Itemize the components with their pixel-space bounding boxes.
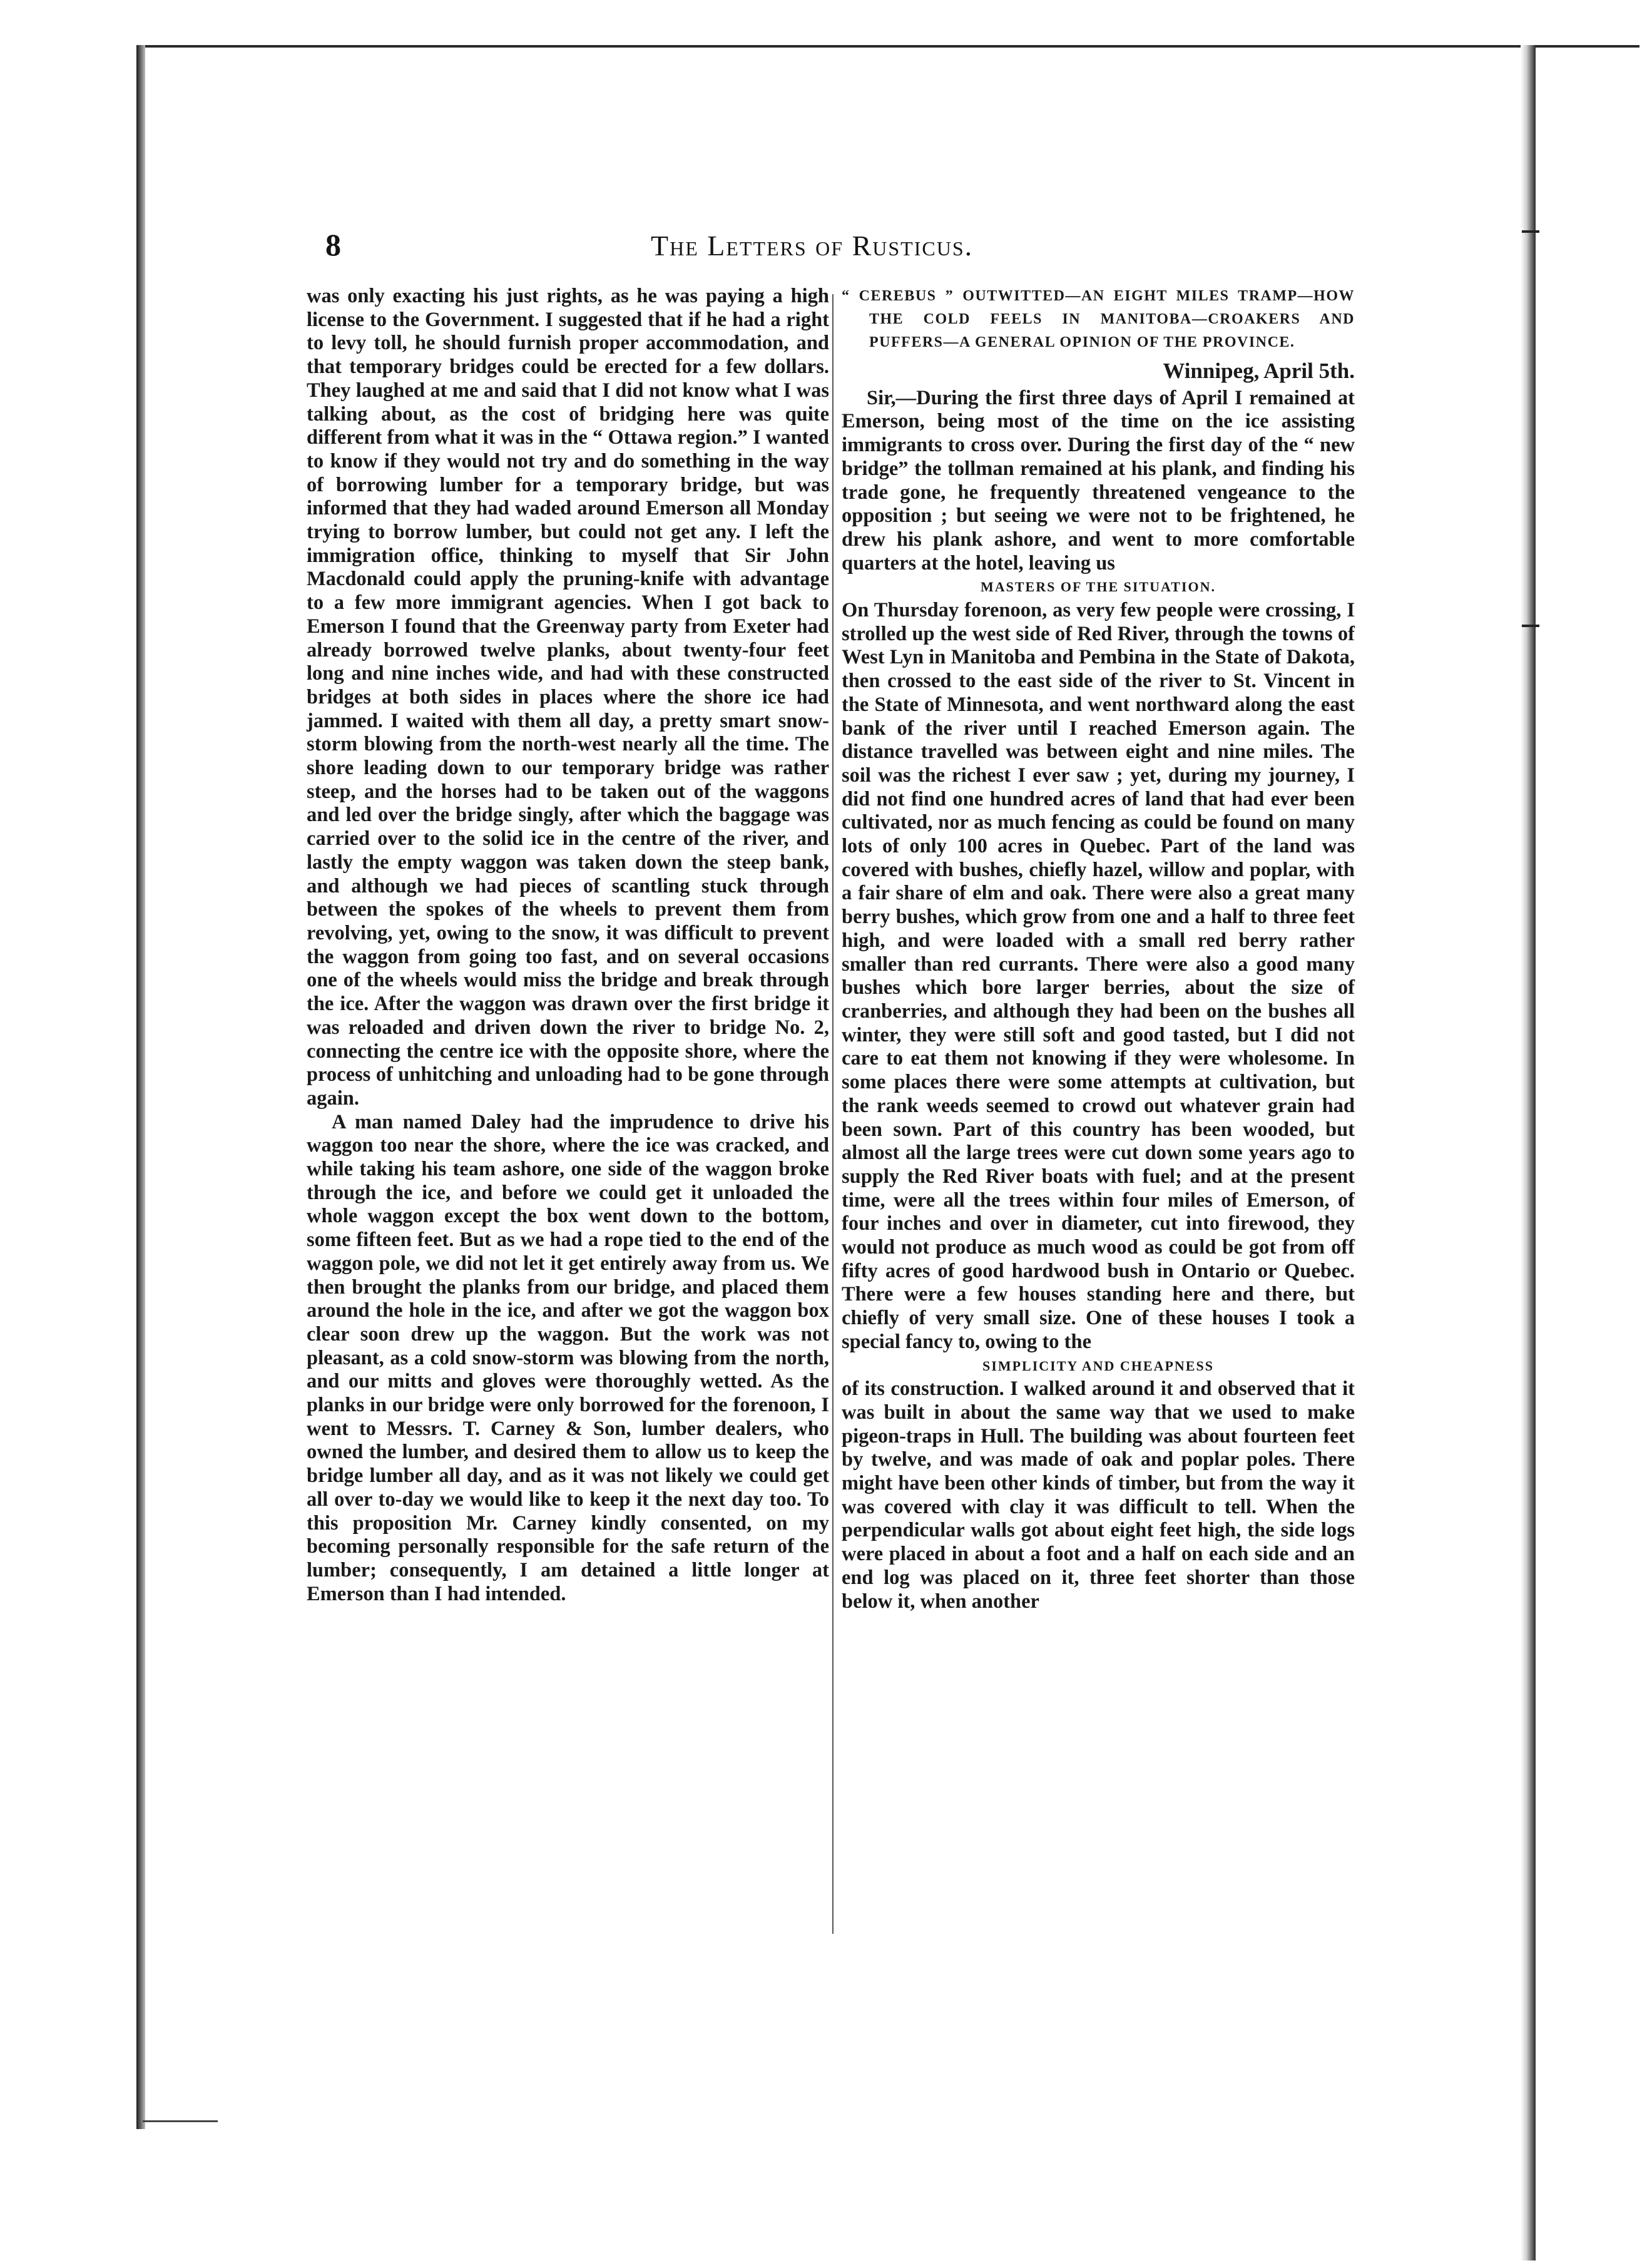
page-header (325, 227, 1377, 270)
margin-rule (143, 2120, 218, 2122)
column-divider (832, 294, 834, 1934)
margin-tick-mark (1522, 625, 1539, 627)
paragraph: A man named Daley had the imprudence to drive his waggon too near the shore, where the ice was cracked, and while taking his team ashore, one side of the waggon broke through the ice, and before we could get it unloaded the whole waggon except the box went down to the bottom, some fifteen feet. But as we had a rope tied to the end of the waggon pole, we did not let it get entirely away from us. We then brought the planks from our bridge, and placed them around the hole in the ice, and after we got the waggon box clear soon drew up the waggon. But the work was not pleasant, as a cold snow-storm was blowing from the north, and our mitts and gloves were thoroughly wetted. As the planks in our bridge were only borrowed for the forenoon, I went to Messrs. T. Carney & Son, lumber dealers, who owned the lumber, and desired them to allow us to keep the bridge lumber all day, and as it was not likely we could get all over to-day we would like to keep it the next day too. To this proposition Mr. Carney kindly consented, on my becoming personally responsible for the safe return of the lumber; consequently, I am detained a little longer at Emerson than I had intended. (307, 1110, 829, 1605)
dateline: Winnipeg, April 5th. (1163, 359, 1355, 383)
scan-top-edge (138, 45, 1639, 73)
paragraph: On Thursday forenoon, as very few people were crossing, I strolled up the west side of Red River, through the towns of West Lyn in Manitoba and Pembina in the State of Dakota, then crossed to the east side of the river to St. Vincent in the State of Minnesota, and went northward along the east bank of the river until I reached Emerson again. The distance travelled was between eight and nine miles. The soil was the richest I ever saw ; yet, during my journey, I did not find one hundred acres of land that had ever been cultivated, nor as much fencing as could be found on many lots of only 100 acres in Quebec. Part of the land was covered with bushes, chiefly hazel, willow and poplar, with a fair share of elm and oak. There were also a great many berry bushes, which grow from one and a half to three feet high, and were loaded with a small red berry rather smaller than red currants. There were also a good many bushes which bore larger berries, about the size of cranberries, and although they had been on the bushes all winter, they were still soft and good tasted, but I did not care to eat them not knowing if they were wholesome. In some places there were some attempts at cultivation, but the rank weeds seemed to crowd out whatever grain had been sown. Part of this country has been wooded, but almost all the large trees were cut down some years ago to supply the Red River boats with fuel; and at the present time, were all the trees within four miles of Emerson, of four inches and over in diameter, cut into firewood, they would not produce as much wood as could be got from off fifty acres of good hardwood bush in Ontario or Quebec. There were a few houses standing here and there, but chiefly of very small size. One of these houses I took a special fancy to, owing to the (842, 599, 1355, 1353)
scan-left-edge (136, 45, 145, 2129)
article-headline: “ CEREBUS ” OUTWITTED—AN EIGHT MILES TRAMP—HOW THE COLD FEELS IN MANITOBA—CROAKERS AND PUFFERS—A GENERAL OPINION OF THE PROVINCE. (842, 288, 1355, 350)
section-subhead: SIMPLICITY AND CHEAPNESS (982, 1357, 1214, 1374)
paragraph: Sir,—During the first three days of April I remained at Emerson, being most of the time on the ice assisting immigrants to cross over. During the first day of the “ new bridge” the tollman remained at his plank, and finding his trade gone, he frequently threatened vengeance to the opposition ; but seeing we were not to be frightened, he drew his plank ashore, and went to more comfortable quarters at the hotel, leaving us (842, 386, 1355, 575)
left-column (307, 285, 829, 1606)
page-gutter-shadow (1521, 45, 1536, 2260)
paragraph: was only exacting his just rights, as he was paying a high license to the Government. I suggested that if he had a right to levy toll, he should furnish proper accommodation, and that temporary bridges could be erected for a few dollars. They laughed at me and said that I did not know what I was talking about, as the cost of bridging here was quite different from what it was in the “ Ottawa region.” I wanted to know if they would not try and do something in the way of borrowing lumber for a temporary bridge, but was informed that they had waded around Emerson all Monday trying to borrow lumber, but could not get any. I left the immigration office, thinking to myself that Sir John Macdonald could apply the pruning-knife with advantage to a few more immigrant agencies. When I got back to Emerson I found that the Greenway party from Exeter had already borrowed twelve planks, about twenty-four feet long and nine inches wide, and had with these constructed bridges at both sides in places where the shore ice had jammed. I waited with them all day, a pretty smart snow-storm blowing from the north-west nearly all the time. The shore leading down to our temporary bridge was rather steep, and the horses had to be taken out of the waggons and led over the bridge singly, after which the baggage was carried over to the solid ice in the centre of the river, and lastly the empty waggon was taken down the steep bank, and although we had pieces of scantling stuck through between the spokes of the wheels to prevent them from revolving, yet, owing to the snow, it was difficult to prevent the waggon from going too fast, and on several occasions one of the wheels would miss the bridge and break through the ice. After the waggon was drawn over the first bridge it was reloaded and driven down the river to bridge No. 2, connecting the centre ice with the opposite shore, where the process of unhitching and unloading had to be gone through again. (307, 285, 829, 1110)
running-title: The Letters of Rusticus. (651, 230, 974, 262)
margin-tick-mark (1522, 230, 1539, 233)
right-column (842, 285, 1355, 1613)
section-subhead: MASTERS OF THE SITUATION. (980, 579, 1216, 595)
page-number: 8 (325, 227, 341, 262)
paragraph: of its construction. I walked around it and observed that it was built in about the same way that we used to make pigeon-traps in Hull. The building was about fourteen feet by twelve, and was made of oak and poplar poles. There might have been other kinds of timber, but from the way it was covered with clay it was difficult to tell. When the perpendicular walls got about eight feet high, the side logs were placed in about a foot and a half on each side and an end log was placed on it, three feet shorter than those below it, when another (842, 1377, 1355, 1613)
